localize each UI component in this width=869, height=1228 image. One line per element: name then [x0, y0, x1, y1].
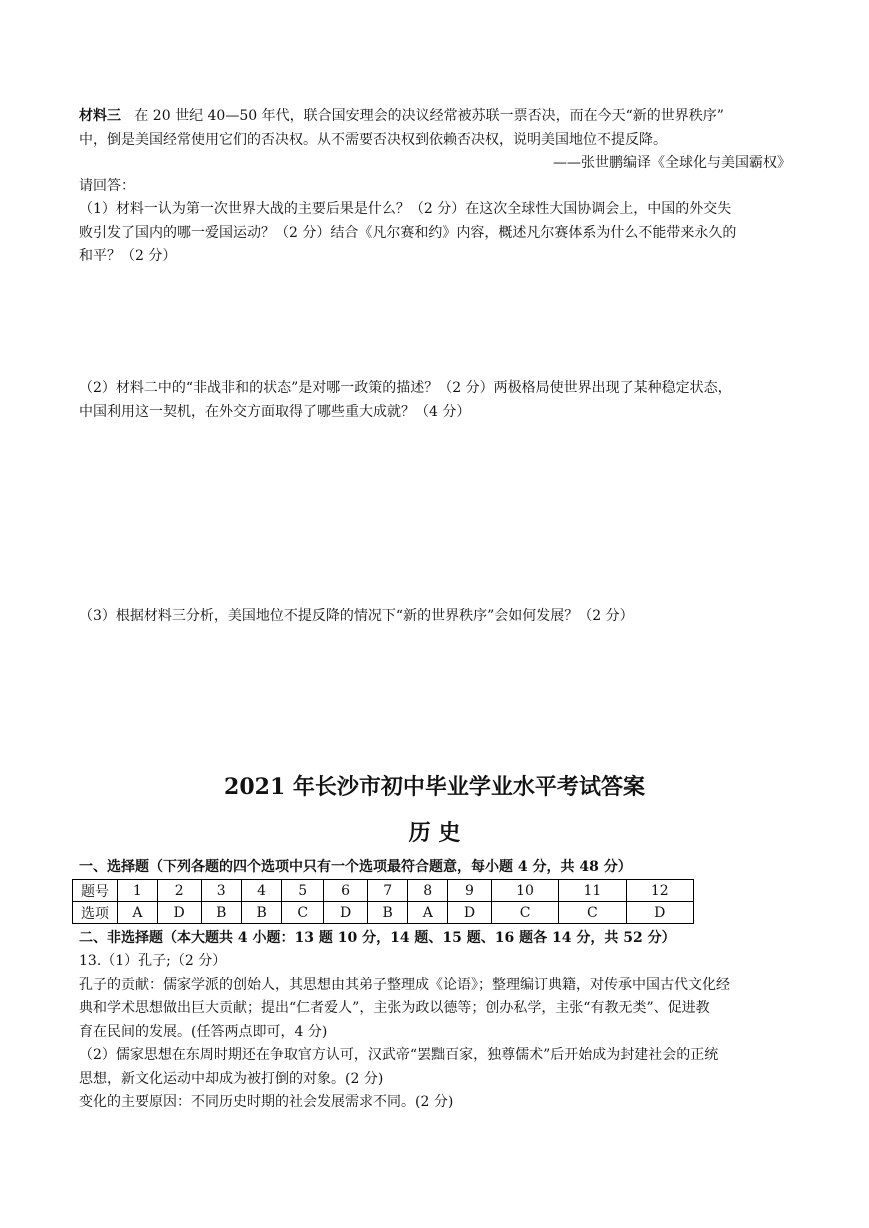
table-cell-number: 8: [408, 880, 448, 902]
answers-title: 2021 年长沙市初中毕业学业水平考试答案: [224, 774, 645, 800]
answer-table: [72, 879, 694, 924]
table-cell-choice: C: [559, 902, 626, 924]
answer-13-contrib-line3: 育在民间的发展。(任答两点即可，4 分): [79, 1023, 328, 1040]
question-1-line2: 败引发了国内的哪一爱国运动？（2 分）结合《凡尔赛和约》内容，概述凡尔赛体系为什么不能带来永久的: [79, 224, 737, 241]
table-cell-choice: D: [157, 902, 201, 924]
table-cell-number: 3: [201, 880, 241, 902]
section-two-heading: 二、非选择题（本大题共 4 小题：13 题 10 分，14 题、15 题、16 题各 14 分，共 52 分）: [79, 930, 676, 946]
table-cell-number: 7: [367, 880, 407, 902]
question-2: [79, 377, 791, 424]
question-3-line1: （3）根据材料三分析，美国地位不提反降的情况下“新的世界秩序”会如何发展？（2 分）: [79, 608, 634, 624]
table-cell-number: 1: [118, 880, 158, 902]
table-cell-choice: C: [491, 902, 558, 924]
answer-13-reason: 变化的主要原因：不同历史时期的社会发展需求不同。(2 分): [79, 1094, 454, 1110]
table-cell-number: 10: [491, 880, 558, 902]
table-row-choices: [73, 902, 694, 924]
table-cell-choice: B: [241, 902, 281, 924]
question-2-line2: 中国利用这一契机，在外交方面取得了哪些重大成就？（4 分）: [79, 403, 471, 420]
material-three-line2: 中，倒是美国经常使用它们的否决权。从不需要否决权到依赖否决权，说明美国地位不提反降。: [79, 131, 667, 148]
answer-13-part2-line1: （2）儒家思想在东周时期还在争取官方认可，汉武帝“罢黜百家，独尊儒术”后开始成为封建社会的正统: [79, 1047, 719, 1063]
material-three-text: 在 20 世纪 40—50 年代，联合国安理会的决议经常被苏联一票否决，而在今天“新的世界秩序”: [134, 108, 724, 124]
answer-13-part2-line2: 思想，新文化运动中却成为被打倒的对象。(2 分): [79, 1070, 384, 1087]
answer-13-contrib-line1: 孔子的贡献：儒家学派的创始人，其思想由其弟子整理成《论语》；整理编订典籍，对传承中国古代文化经: [79, 976, 730, 993]
table-cell-choice: C: [282, 902, 324, 924]
table-cell-number: 11: [559, 880, 626, 902]
question-1-line3: 和平？（2 分）: [79, 248, 177, 264]
answer-13: [79, 950, 791, 1115]
answer-prompt: 请回答：: [79, 178, 135, 194]
section-one-heading: 一、选择题（下列各题的四个选项中只有一个选项最符合题意，每小题 4 分，共 48 分）: [79, 859, 632, 875]
answers-subject: 历 史: [408, 820, 461, 846]
question-1: [79, 198, 791, 269]
table-cell-number: 9: [448, 880, 492, 902]
table-row-numbers: [73, 880, 694, 902]
table-cell-number: 2: [157, 880, 201, 902]
question-3: [79, 605, 791, 629]
table-cell-number: 6: [324, 880, 368, 902]
table-row-label: 题号: [73, 880, 118, 902]
table-cell-choice: D: [324, 902, 368, 924]
table-cell-choice: D: [626, 902, 693, 924]
table-cell-choice: A: [408, 902, 448, 924]
answer-13-contrib-line2: 典和学术思想做出巨大贡献；提出“仁者爱人”，主张为政以德等；创办私学，主张“有教无类”、促进教: [79, 1000, 710, 1016]
table-cell-choice: D: [448, 902, 492, 924]
table-row-label: 选项: [73, 902, 118, 924]
material-three-line1: [79, 105, 791, 129]
table-cell-choice: A: [118, 902, 158, 924]
material-three: [79, 105, 791, 176]
table-cell-choice: B: [367, 902, 407, 924]
table-cell-choice: B: [201, 902, 241, 924]
material-three-label: 材料三: [79, 108, 121, 124]
answer-13-part1: 13.（1）孔子;（2 分）: [79, 953, 227, 969]
table-cell-number: 5: [282, 880, 324, 902]
question-1-line1: （1）材料一认为第一次世界大战的主要后果是什么？（2 分）在这次全球性大国协调会上，中国的外交失: [79, 201, 732, 217]
material-three-source: ——张世鹏编译《全球化与美国霸权》: [553, 155, 791, 171]
table-cell-number: 12: [626, 880, 693, 902]
question-2-line1: （2）材料二中的“非战非和的状态”是对哪一政策的描述？（2 分）两极格局使世界出现了某种稳定状态，: [79, 380, 732, 396]
table-cell-number: 4: [241, 880, 281, 902]
